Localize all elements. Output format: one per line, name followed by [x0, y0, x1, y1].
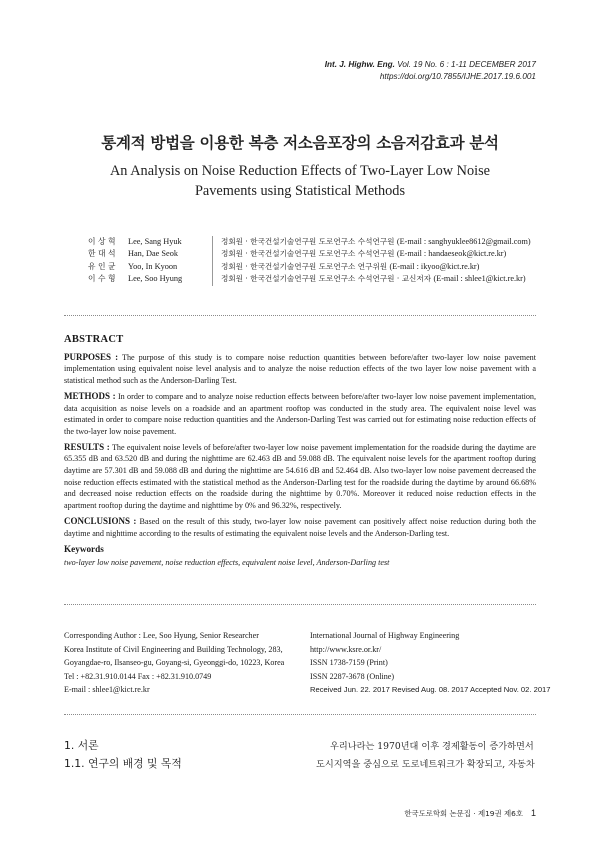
abstract-purposes [64, 352, 536, 387]
methods-label: METHODS : [64, 390, 116, 401]
author-row [88, 273, 531, 285]
author-name-korean: 이 상 혁 [88, 237, 116, 246]
author-name-english: Han, Dae Seok [128, 249, 178, 259]
page-number: 1 [530, 808, 536, 818]
subsection-heading: 1.1. 연구의 배경 및 목적 [64, 757, 182, 770]
author-divider [212, 261, 213, 273]
author-email: (E-mail : handaeseok@kict.re.kr) [396, 249, 507, 259]
introduction-body [316, 738, 536, 774]
author-affiliation: 정회원 · 한국건설기술연구원 도로연구소 수석연구원 · 교신저자 [221, 274, 432, 284]
journal-title-line: International Journal of Highway Engineering [310, 631, 460, 640]
author-divider [212, 273, 213, 285]
author-row [88, 248, 531, 260]
issn-print: ISSN 1738-7159 (Print) [310, 658, 388, 668]
journal-url[interactable]: http://www.ksre.or.kr/ [310, 644, 382, 654]
institution-line: Korea Institute of Civil Engineering and Building Technology, 283, [64, 644, 283, 654]
author-name-korean: 이 수 형 [88, 274, 116, 284]
paper-title-korean: 통계적 방법을 이용한 복층 저소음포장의 소음저감효과 분석 [101, 133, 499, 152]
methods-text: In order to compare and to analyze noise reduction effects between before/after two-layer low noise pavement implementation, data acquisition as noise levels on a roadside and an apartment rooftop was conducted in the study area. The equivalent noise level was estimated in order to compare noise reduction quantities and the Anderson-Darling Test was carried out for estimating noise reduction effects of the two-layer low noise pavement. [64, 391, 536, 436]
keywords-text: two-layer low noise pavement, noise reduction effects, equivalent noise level, Anderson-Darling test [64, 557, 390, 567]
keywords-heading: Keywords [64, 544, 104, 555]
journal-name: Int. J. Highw. Eng. [324, 60, 395, 69]
phone-fax-line: Tel : +82.31.910.0144 Fax : +82.31.910.0749 [64, 671, 212, 681]
paper-title-english: An Analysis on Noise Reduction Effects of Two-Layer Low Noise Pavements using Statistical Methods [109, 163, 491, 199]
results-text: The equivalent noise levels of before/after two-layer low noise pavement implementation for the roadside during the daytime are 65.355 dB and 63.520 dB and during the nighttime are 62.463 dB and 59.088 dB. The equivalent noise levels for the apartment rooftop during daytime are 57.301 dB and 59.088 dB and during the nighttime are 54.616 dB and 52.464 dB. Also two-layer low noise pavement decreased the noise reduction effects estimated with the statistical method as the Anderson-Darling test for the roadside during the daytime by around 66.68% and decreased noise reduction effects on the roadside during the nighttime by 0.70%. Moreover it reduced noise reduction effects in the apartment rooftop during the daytime and nighttime by 0% and 96.32%, respectively. [64, 442, 536, 511]
author-affiliation: 정회원 · 한국건설기술연구원 도로연구소 수석연구원 [221, 237, 395, 246]
conclusions-text: Based on the result of this study, two-layer low noise pavement can positively affect noise reduction during both the daytime and nighttime according to the results of estimating the equivalent noise levels and the Anderson-Darling test. [64, 516, 537, 538]
submission-dates: Received Jun. 22. 2017 Revised Aug. 08. 2017 Accepted Nov. 02. 2017 [310, 685, 551, 695]
abstract-methods [64, 391, 536, 438]
author-list [88, 236, 531, 286]
section-heading: 1. 서론 [64, 739, 99, 752]
footer-journal-text: 한국도로학회 논문집 · 제19권 제6호 [404, 809, 523, 818]
author-divider [212, 236, 213, 248]
body-line: 도시지역을 중심으로 도로네트워크가 확장되고, 자동차 [316, 759, 535, 770]
introduction-section-heading [64, 737, 182, 773]
abstract-conclusions [64, 516, 536, 539]
journal-volume: Vol. 19 No. 6 : 1-11 DECEMBER 2017 [397, 60, 536, 69]
journal-header [325, 59, 536, 83]
author-affiliation: 정회원 · 한국건설기술연구원 도로연구소 연구위원 [221, 261, 388, 271]
author-row [88, 236, 531, 248]
author-name-english: Yoo, In Kyoon [128, 261, 178, 271]
author-name-korean: 한 대 석 [88, 249, 116, 259]
section-divider [64, 604, 536, 605]
address-line: Goyangdae-ro, Ilsanseo-gu, Goyang-si, Gyeonggi-do, 10223, Korea [64, 658, 285, 668]
journal-info [310, 629, 551, 697]
doi-link[interactable]: https://doi.org/10.7855/IJHE.2017.19.6.001 [379, 72, 536, 81]
page-footer [404, 808, 536, 819]
conclusions-label: CONCLUSIONS : [64, 515, 137, 526]
corresponding-author-info [64, 629, 284, 697]
author-email: (E-mail : sanghyuklee8612@gmail.com) [396, 237, 531, 246]
abstract-results [64, 442, 536, 512]
author-divider [212, 248, 213, 260]
author-email: (E-mail : shlee1@kict.re.kr) [433, 274, 526, 284]
results-label: RESULTS : [64, 441, 110, 452]
author-row [88, 261, 531, 273]
abstract-section [64, 334, 536, 569]
author-name-english: Lee, Sang Hyuk [128, 237, 182, 246]
body-line: 우리나라는 1970년대 이후 경제활동이 증가하면서 [330, 741, 534, 752]
issn-online: ISSN 2287-3678 (Online) [310, 671, 395, 681]
author-email: (E-mail : ikyoo@kict.re.kr) [389, 261, 480, 271]
purposes-label: PURPOSES : [64, 351, 119, 362]
section-divider [64, 315, 536, 316]
author-affiliation: 정회원 · 한국건설기술연구원 도로연구소 수석연구원 [221, 249, 395, 259]
purposes-text: The purpose of this study is to compare noise reduction quantities between before/after two-layer low noise pavement implementation using equivalent noise level analysis and to analyze the noise reduction effects of the two layer low noise pavement with a statistical method such as the Anderson-Darling Test. [64, 352, 536, 386]
author-name-english: Lee, Soo Hyung [128, 274, 183, 284]
abstract-heading: ABSTRACT [64, 334, 124, 345]
corresponding-author-line: Corresponding Author : Lee, Soo Hyung, Senior Researcher [64, 631, 259, 640]
email-line: E-mail : shlee1@kict.re.kr [64, 685, 150, 695]
author-name-korean: 유 인 균 [88, 261, 116, 271]
section-divider [64, 714, 536, 715]
